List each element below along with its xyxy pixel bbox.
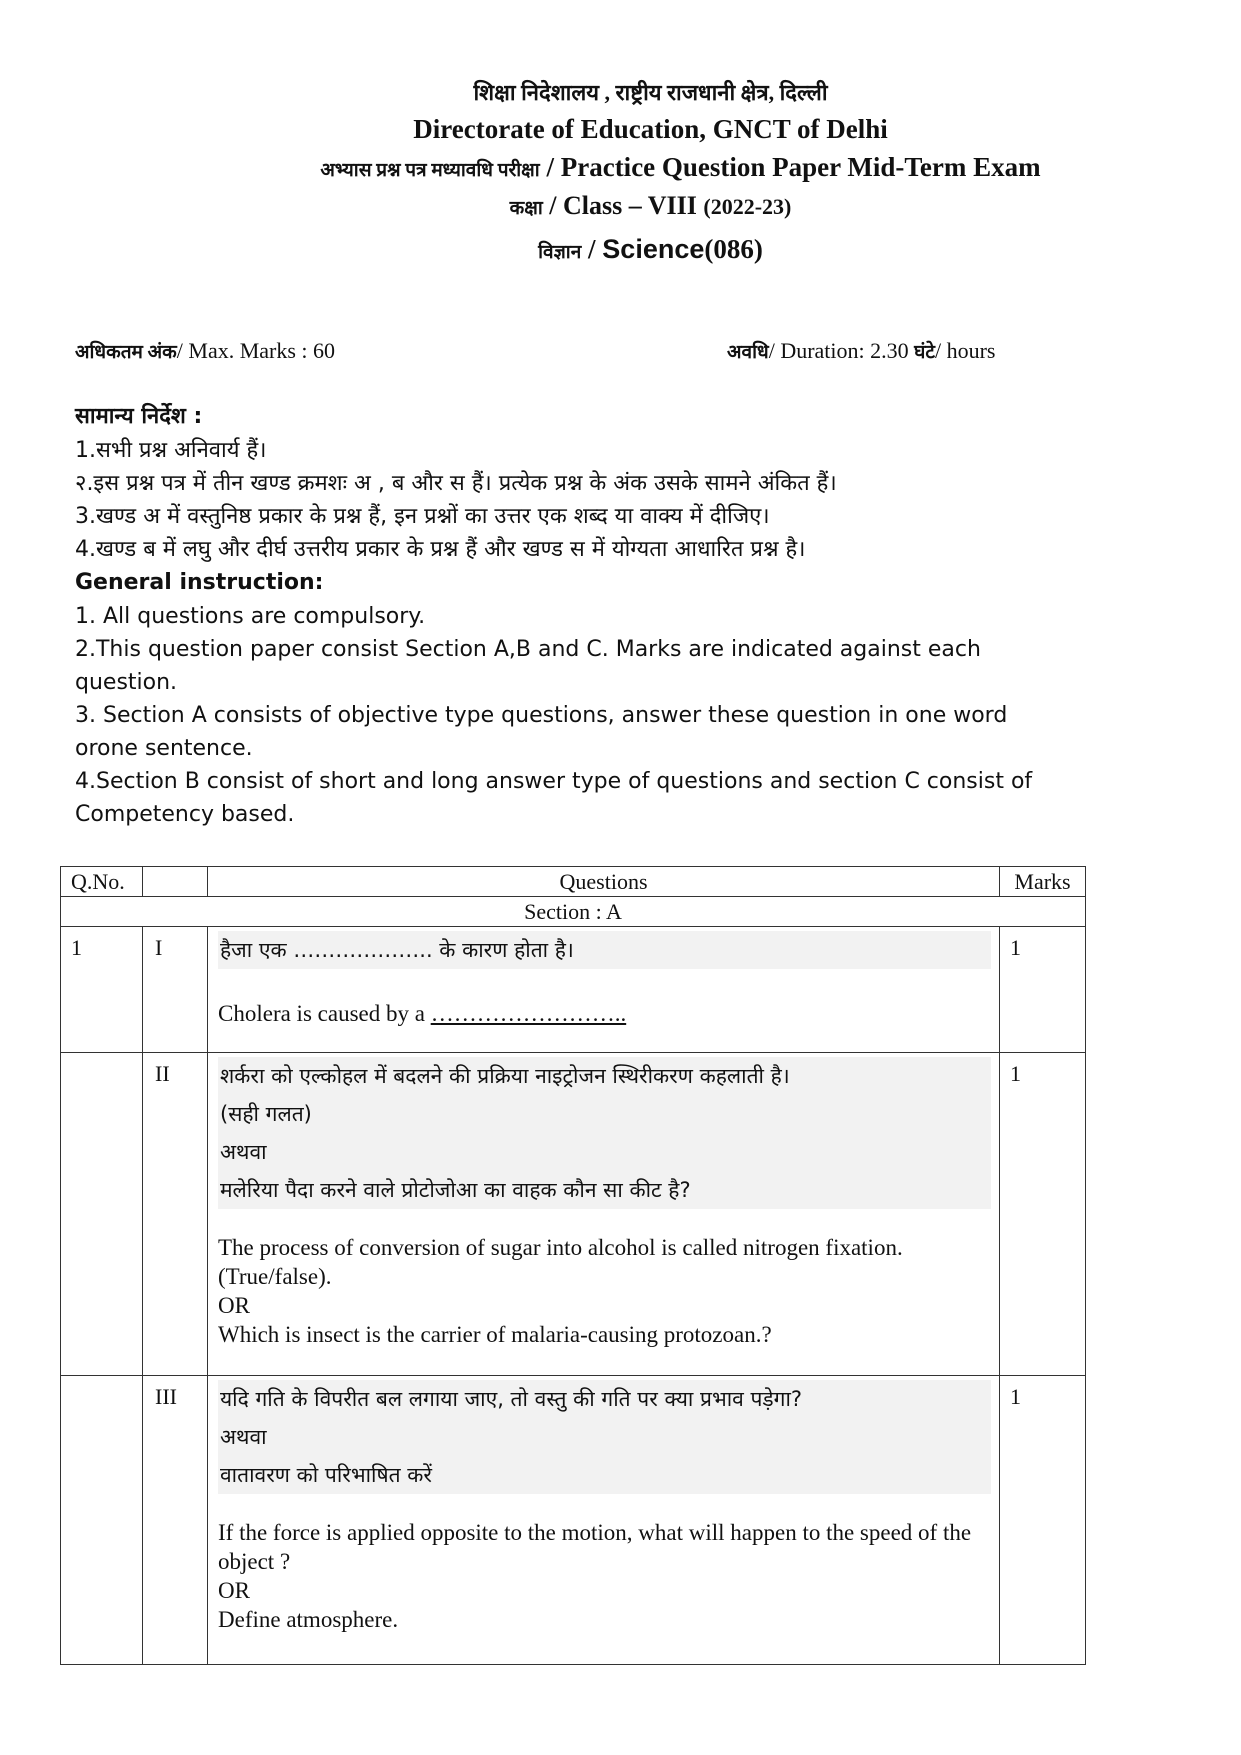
class-name: Class – VIII bbox=[562, 191, 697, 220]
col-header-blank bbox=[143, 867, 208, 897]
english-line: OR bbox=[218, 1578, 250, 1603]
hindi-instructions-heading: सामान्य निर्देश : bbox=[75, 404, 203, 429]
english-instruction: 4.Section B consist of short and long answer type of questions and section C consist of Competency based. bbox=[75, 769, 1033, 827]
english-line: Cholera is caused by a bbox=[218, 1001, 425, 1026]
paper-title: अभ्यास प्रश्न पत्र मध्यावधि परीक्षा / Practice Question Paper Mid-Term Exam bbox=[320, 152, 1041, 182]
hindi-line: मलेरिया पैदा करने वाले प्रोटोजोआ का वाहक कौन सा कीट है? bbox=[220, 1178, 691, 1202]
question-number: 1 bbox=[61, 927, 143, 1053]
subject-title: विज्ञान / Science(086) bbox=[538, 234, 763, 264]
hindi-line: अथवा bbox=[220, 1425, 267, 1449]
english-question bbox=[218, 999, 991, 1028]
paper-title-hindi: अभ्यास प्रश्न पत्र मध्यावधि परीक्षा bbox=[320, 160, 540, 181]
duration-value: Duration: 2.30 bbox=[780, 338, 909, 363]
english-instruction: 1. All questions are compulsory. bbox=[75, 604, 426, 629]
english-instructions-heading: General instruction: bbox=[75, 570, 324, 595]
col-header-marks: Marks bbox=[1000, 867, 1086, 897]
paper-title-english: Practice Question Paper Mid-Term Exam bbox=[560, 152, 1041, 182]
hours-hindi: घंटे bbox=[914, 342, 935, 363]
questions-table bbox=[60, 866, 1086, 1665]
directorate-title: Directorate of Education, GNCT of Delhi bbox=[413, 114, 888, 144]
subject-hindi: विज्ञान bbox=[538, 242, 582, 263]
hindi-instruction: 3.खण्ड अ में वस्तुनिष्ठ प्रकार के प्रश्न हैं, इन प्रश्नों का उत्तर एक शब्द या वाक्य में दीजिए। bbox=[75, 504, 770, 529]
instructions bbox=[75, 400, 1075, 831]
fill-blank: …………………….. bbox=[430, 1001, 627, 1026]
hindi-instruction: 4.खण्ड ब में लघु और दीर्घ उत्तरीय प्रकार के प्रश्न हैं और खण्ड स में योग्यता आधारित प्रश्न है। bbox=[75, 537, 806, 562]
english-question bbox=[218, 1518, 991, 1634]
section-row bbox=[61, 897, 1086, 927]
max-marks-value: Max. Marks : 60 bbox=[188, 338, 336, 363]
english-line: Which is insect is the carrier of malaria-causing protozoan.? bbox=[218, 1322, 772, 1347]
english-line: The process of conversion of sugar into alcohol is called nitrogen fixation. (True/false). bbox=[218, 1235, 903, 1289]
duration: अवधि/ Duration: 2.30 घंटे/ hours bbox=[727, 338, 996, 363]
col-header-qno: Q.No. bbox=[61, 867, 143, 897]
hindi-question bbox=[218, 1057, 991, 1209]
hindi-line: यदि गति के विपरीत बल लगाया जाए, तो वस्तु की गति पर क्या प्रभाव पड़ेगा? bbox=[220, 1387, 803, 1411]
table-row bbox=[61, 927, 1086, 1053]
question-cell bbox=[208, 1053, 1000, 1376]
table-header-row bbox=[61, 867, 1086, 897]
hindi-instruction: 1.सभी प्रश्न अनिवार्य हैं। bbox=[75, 438, 267, 463]
question-number bbox=[61, 1376, 143, 1665]
hours-label: hours bbox=[946, 338, 996, 363]
table-row bbox=[61, 1053, 1086, 1376]
sub-question-number: I bbox=[143, 927, 208, 1053]
question-number bbox=[61, 1053, 143, 1376]
english-instruction: 3. Section A consists of objective type questions, answer these question in one word orone sentence. bbox=[75, 703, 1008, 761]
class-hindi: कक्षा bbox=[509, 198, 543, 219]
hindi-question bbox=[218, 931, 991, 969]
english-question bbox=[218, 1233, 991, 1349]
hindi-directorate-title: शिक्षा निदेशालय , राष्ट्रीय राजधानी क्षेत्र, दिल्ली bbox=[473, 80, 828, 105]
english-line: OR bbox=[218, 1293, 250, 1318]
table-row bbox=[61, 1376, 1086, 1665]
class-title: कक्षा / Class – VIII (2022-23) bbox=[509, 191, 792, 220]
hindi-instruction: २.इस प्रश्न पत्र में तीन खण्ड क्रमशः अ , ब और स हैं। प्रत्येक प्रश्न के अंक उसके सामने अंकित हैं। bbox=[75, 471, 837, 496]
marks-cell: 1 bbox=[1000, 1376, 1086, 1665]
english-line: If the force is applied opposite to the motion, what will happen to the speed of the object ? bbox=[218, 1520, 972, 1574]
marks-cell: 1 bbox=[1000, 1053, 1086, 1376]
sub-question-number: III bbox=[143, 1376, 208, 1665]
hindi-line: (सही गलत) bbox=[220, 1102, 312, 1126]
marks-cell: 1 bbox=[1000, 927, 1086, 1053]
subject-code: (086) bbox=[704, 234, 763, 264]
subject-name: Science bbox=[602, 234, 705, 264]
duration-hindi: अवधि bbox=[727, 342, 769, 363]
max-marks: अधिकतम अंक/ Max. Marks : 60 bbox=[75, 338, 336, 363]
question-cell bbox=[208, 1376, 1000, 1665]
session: (2022-23) bbox=[703, 194, 792, 219]
hindi-line: शर्करा को एल्कोहल में बदलने की प्रक्रिया नाइट्रोजन स्थिरीकरण कहलाती है। bbox=[220, 1064, 790, 1088]
section-label: Section : A bbox=[61, 897, 1086, 927]
english-instruction: 2.This question paper consist Section A,B and C. Marks are indicated against each question. bbox=[75, 637, 981, 695]
hindi-question bbox=[218, 1380, 991, 1494]
question-cell bbox=[208, 927, 1000, 1053]
hindi-line: हैजा एक ……………….. के कारण होता है। bbox=[220, 938, 574, 962]
max-marks-hindi: अधिकतम अंक bbox=[75, 342, 177, 363]
col-header-questions: Questions bbox=[208, 867, 1000, 897]
paper-header bbox=[0, 76, 1241, 272]
hindi-line: अथवा bbox=[220, 1140, 267, 1164]
sub-question-number: II bbox=[143, 1053, 208, 1376]
english-line: Define atmosphere. bbox=[218, 1607, 399, 1632]
hindi-line: वातावरण को परिभाषित करें bbox=[220, 1463, 432, 1487]
